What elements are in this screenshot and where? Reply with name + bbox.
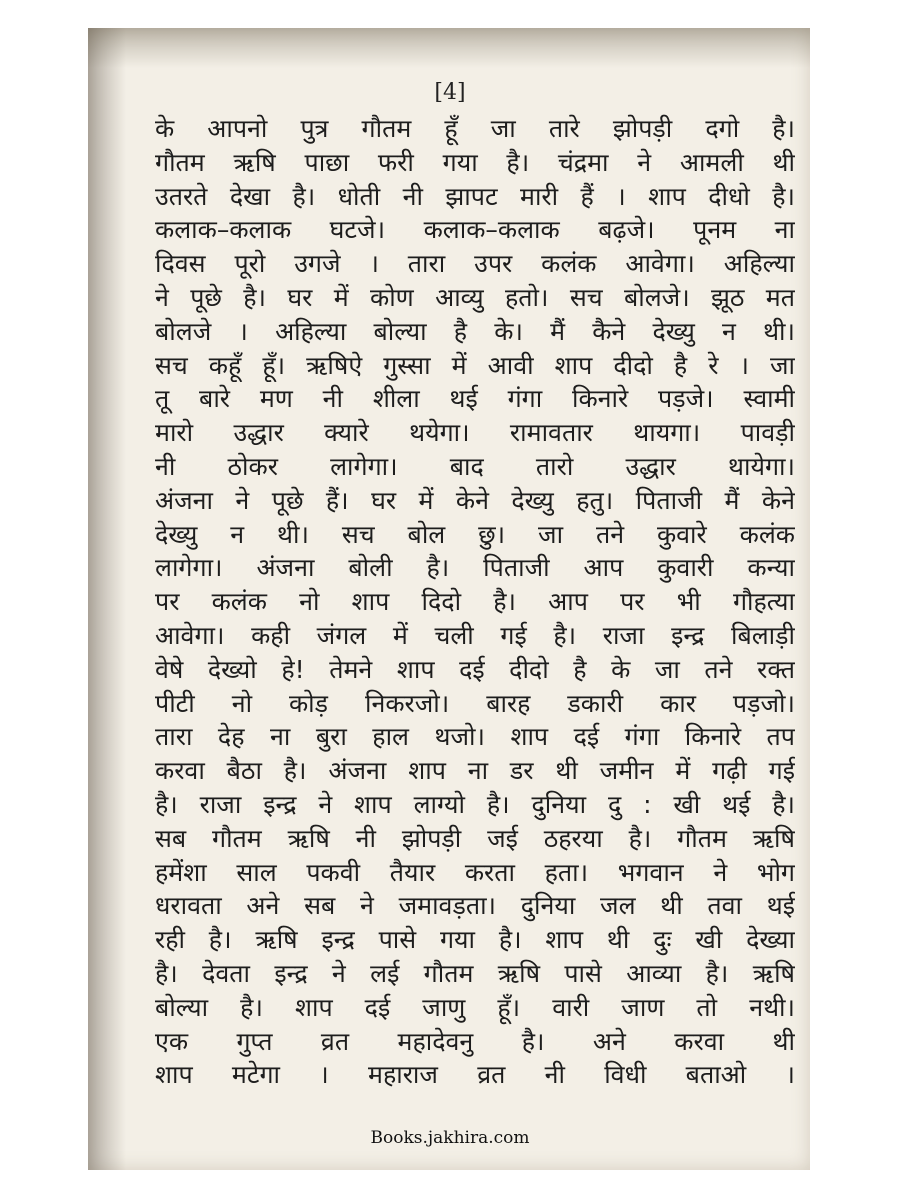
text-line: नी ठोकर लागेगा। बाद तारो उद्धार थायेगा। [155,451,795,481]
text-line: अंजना ने पूछे हैं। घर में केने देख्यु हतु। पिताजी मैं केने [155,485,795,515]
text-line: वेषे देख्यो हे! तेमने शाप दई दीदो है के जा तने रक्त [155,654,795,684]
source-footer: Books.jakhira.com [370,1128,530,1148]
text-line: शाप मटेगा । महाराज व्रत नी विधी बताओ । [155,1060,795,1090]
text-line: हमेंशा साल पकवी तैयार करता हता। भगवान ने भोग [155,857,795,887]
text-line: तारा देह ना बुरा हाल थजो। शाप दई गंगा किनारे तप [155,722,795,752]
text-line: मारो उद्धार क्यारे थयेगा। रामावतार थायगा। पावड़ी [155,418,795,448]
text-line: बोलजे । अहिल्या बोल्या है के। मैं कैने देख्यु न थी। [155,316,795,346]
text-line: है। राजा इन्द्र ने शाप लाग्यो है। दुनिया दु : खी थई है। [155,789,795,819]
text-line: तू बारे मण नी शीला थई गंगा किनारे पड़जे। स्वामी [155,384,795,414]
text-line: करवा बैठा है। अंजना शाप ना डर थी जमीन में गढ़ी गई [155,756,795,786]
text-line: सब गौतम ऋषि नी झोपड़ी जई ठहरया है। गौतम ऋषि [155,823,795,853]
text-line: रही है। ऋषि इन्द्र पासे गया है। शाप थी दुः खी देख्या [155,925,795,955]
text-line: देख्यु न थी। सच बोल छु। जा तने कुवारे कलंक [155,519,795,549]
page-number: [4] [434,80,466,105]
text-line: ने पूछे है। घर में कोण आव्यु हतो। सच बोलजे। झूठ मत [155,282,795,312]
text-line: लागेगा। अंजना बोली है। पिताजी आप कुवारी कन्या [155,553,795,583]
text-line: दिवस पूरो उगजे । तारा उपर कलंक आवेगा। अहिल्या [155,249,795,279]
text-line: गौतम ऋषि पाछा फरी गया है। चंद्रमा ने आमली थी [155,147,795,177]
text-line: बोल्या है। शाप दई जाणु हूँ। वारी जाण तो नथी। [155,992,795,1022]
top-edge-shadow [88,28,810,68]
text-line: पर कलंक नो शाप दिदो है। आप पर भी गौहत्या [155,587,795,617]
binding-shadow [88,28,126,1170]
text-line: धरावता अने सब ने जमावड़ता। दुनिया जल थी तवा थई [155,891,795,921]
text-line: पीटी नो कोड़ निकरजो। बारह डकारी कार पड़जो। [155,688,795,718]
text-line: कलाक–कलाक घटजे। कलाक–कलाक बढ़जे। पूनम ना [155,215,795,245]
text-line: के आपनो पुत्र गौतम हूँ जा तारे झोपड़ी दगो है। [155,114,795,143]
text-line: आवेगा। कही जंगल में चली गई है। राजा इन्द्र बिलाड़ी [155,620,795,650]
body-text [155,112,795,1092]
text-line: एक गुप्त व्रत महादेवनु है। अने करवा थी [155,1026,795,1056]
text-line: उतरते देखा है। धोती नी झापट मारी हैं । शाप दीधो है। [155,181,795,211]
text-line: सच कहूँ हूँ। ऋषिऐ गुस्सा में आवी शाप दीदो है रे । जा [155,350,795,380]
text-line: है। देवता इन्द्र ने लई गौतम ऋषि पासे आव्या है। ऋषि [155,958,795,988]
